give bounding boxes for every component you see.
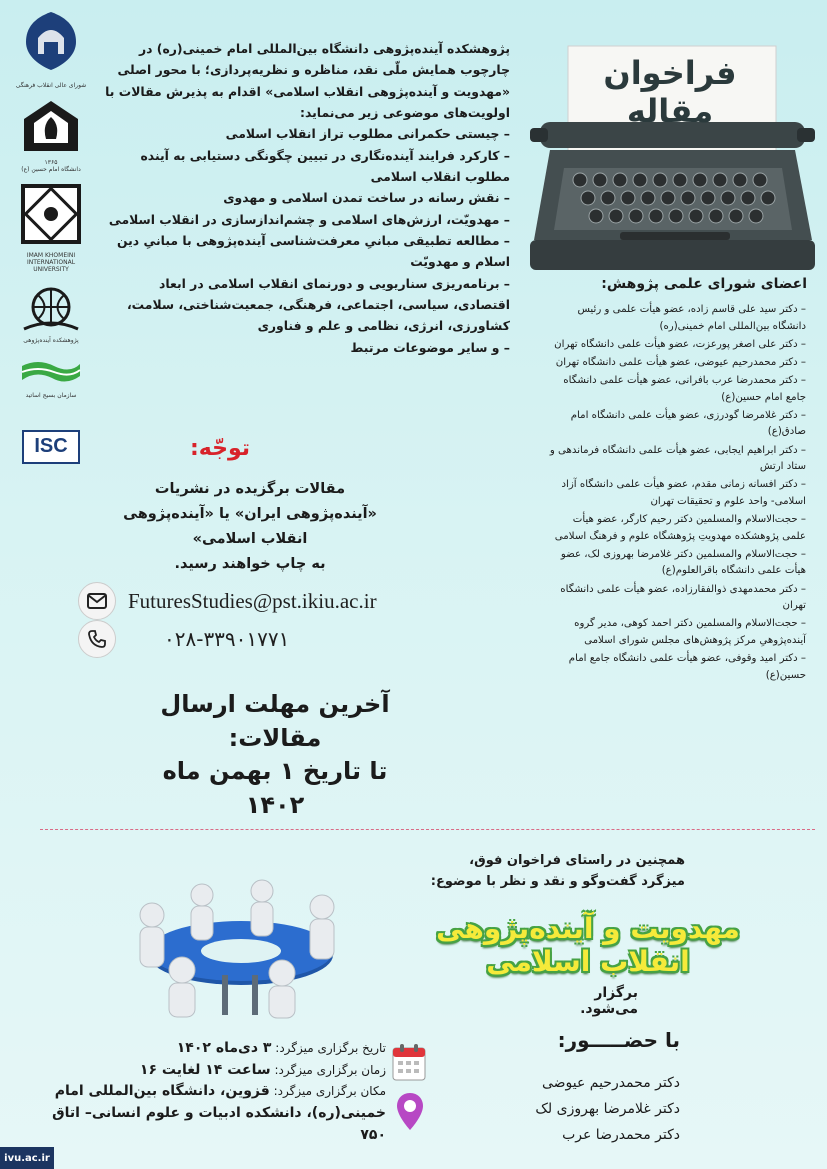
intro-paragraph: پژوهشکده آینده‌پژوهی دانشگاه بین‌المللی امام خمینی(ره) در چارچوب همایش ملّی نقد، مناظره و نظریه‌پردازی؛ با محور اصلی «مهدویت و آینده‌پژوهی انقلاب اسلامی» اقدام به پذیرش مقالات با اولویت‌های موضوعی زیر می‌نماید: <box>105 41 510 120</box>
time-label: زمان برگزاری میزگرد: <box>274 1062 386 1077</box>
intro-topic-3: – نقش رسانه در ساخت تمدن اسلامی و مهدوی <box>223 190 510 206</box>
council-member: – دکتر سید علی قاسم زاده، عضو هیأت علمی و رئیس دانشگاه بین‌المللی امام خمینی(ره) <box>577 304 806 332</box>
deadline-line2: تا تاریخ ۱ بهمن ماه ۱۴۰۲ <box>162 757 388 819</box>
place-row <box>40 1081 386 1146</box>
note-title: توجّه: <box>189 436 251 461</box>
logo3-caption: IMAM KHOMEINI INTERNATIONAL UNIVERSITY <box>26 251 76 273</box>
roundtable-meeting-illustration <box>112 855 370 1020</box>
roundtable-details <box>40 1038 386 1146</box>
council-member: – حجت‌الاسلام والمسلمین دکتر رحیم کارگر، عضو هیأت علمی پژوهشکده مهدویتِ پژوهشگاه علوم و فرهنگ اسلامی <box>554 514 806 542</box>
presence-title: با حضـــــور: <box>557 1028 680 1052</box>
note-line: «آینده‌پژوهی ایران» یا «آینده‌پژوهی انقلاب اسلامی» <box>123 505 377 547</box>
basij-professors-logo-icon <box>18 356 84 388</box>
roundtable-title: مهدویت و آینده‌پژوهی انقلاب اسلامی <box>436 912 740 978</box>
intro-topic-1: – چیستی حکمرانی مطلوب تراز انقلاب اسلامی <box>225 126 510 142</box>
intro-text <box>98 38 510 358</box>
presenter: دکتر محمدرضا عرب <box>562 1126 680 1143</box>
phone-row <box>78 620 289 658</box>
date-label: تاریخ برگزاری میزگرد: <box>275 1041 386 1055</box>
call-for-papers-title: فراخوان مقاله <box>603 54 737 130</box>
isc-logo <box>22 430 80 464</box>
cultural-council-logo-icon <box>18 8 84 80</box>
roundtable-intro <box>430 851 685 893</box>
calendar-icon <box>392 1043 426 1081</box>
intro-topic-4: – مهدویّت، ارزش‌های اسلامی و چشم‌اندازسازی در انقلاب اسلامی <box>108 211 510 227</box>
isc-label: ISC <box>34 435 68 457</box>
intro-topic-5: – مطالعه تطبیقی مبانیِ معرفت‌شناسی آینده‌پژوهی با مبانیِ دین اسلام و مهدویّت <box>117 232 510 270</box>
phone-icon <box>78 620 116 658</box>
council-member: – دکتر محمدمهدی ذوالفقارزاده، عضو هیأت علمی دانشگاه تهران <box>560 583 806 612</box>
contact-phone[interactable]: ۰۲۸-۳۳۹۰۱۷۷۱ <box>164 627 290 651</box>
note-line: مقالات برگزیده در نشریات <box>154 481 346 497</box>
logo4-caption: پژوهشکده آینده‌پژوهی <box>23 337 79 345</box>
contact-email[interactable]: FuturesStudies@pst.ikiu.ac.ir <box>128 588 377 613</box>
council-member: – دکتر غلامرضا گودرزی، عضو هیأت علمی دانشگاه امام صادق(ع) <box>570 409 806 438</box>
council-member: – دکتر محمدرحیم عیوضی، عضو هیأت علمی دانشگاه تهران <box>555 356 806 368</box>
roundtable-intro-line1: همچنین در راستای فراخوان فوق، <box>469 853 685 868</box>
logo1-caption: شورای عالی انقلاب فرهنگی <box>15 82 87 89</box>
logos-column <box>12 8 90 464</box>
council-member: – دکتر امید وقوفی، عضو هیأت علمی دانشگاه جامع امام حسین(ع) <box>568 653 806 681</box>
footer-badge: ivu.ac.ir <box>0 1147 54 1169</box>
council-member: – دکتر افسانه زمانی مقدم، عضو هیأت علمی دانشگاه آزاد اسلامی- واحد علوم و تحقیقات تهران <box>561 479 806 507</box>
futures-institute-logo-icon <box>18 285 84 335</box>
council-title: اعضای شورای علمی پژوهش: <box>601 276 807 292</box>
roundtable-held: برگزار می‌شود. <box>580 985 638 1017</box>
presenters-list <box>470 1071 680 1149</box>
note-line: به چاپ خواهند رسید. <box>174 555 326 572</box>
location-pin-icon <box>396 1092 424 1132</box>
section-divider <box>40 829 815 830</box>
deadline-line1: آخرین مهلت ارسال مقالات: <box>160 690 390 752</box>
presenter: دکتر غلامرضا بهروزی لک <box>535 1100 680 1117</box>
time-value: ساعت ۱۴ لغایت ۱۶ <box>139 1061 271 1078</box>
council-member: – دکتر محمدرضا عرب بافرانی، عضو هیأت علمی دانشگاه جامع امام حسین(ع) <box>563 375 806 403</box>
council-member: – دکتر علی اصغر پورعزت، عضو هیأت علمی دانشگاه تهران <box>554 338 806 350</box>
intro-topic-6: – برنامه‌ریزی سناریویی و دورنمای انقلاب اسلامی در ابعاد اقتصادی، سیاسی، اجتماعی، فرهنگی، جمعیت‌شناختی، سلامت، کشاورزی، انرژی، نظامی و علم و فناوری <box>126 275 510 334</box>
envelope-icon <box>78 582 116 620</box>
date-row <box>40 1038 386 1060</box>
ikiu-logo-icon <box>18 184 84 254</box>
typewriter-illustration <box>530 40 815 275</box>
intro-topic-2: – کارکرد فرایند آینده‌نگاری در تبیین چگونگی دستیابی به آینده مطلوب انقلاب اسلامی <box>140 147 510 184</box>
council-member: – حجت‌الاسلام والمسلمین دکتر احمد کوهی، مدیر گروه آینده‌پژوهیِ مرکز پژوهش‌های مجلس شورای اسلامی <box>574 618 806 646</box>
imam-hossein-university-logo-icon <box>18 99 84 159</box>
date-value: ۳ دی‌ماه ۱۴۰۲ <box>176 1040 272 1056</box>
time-row <box>40 1060 386 1082</box>
place-value: قزوین، دانشگاه بین‌المللی امام خمینی(ره)، دانشکده ادبیات و علوم انسانی– اتاق ۷۵۰ <box>52 1083 386 1143</box>
council-member: – حجت‌الاسلام والمسلمین دکتر غلامرضا بهروزی لک، عضو هیأت علمی دانشگاه باقرالعلوم(ع) <box>560 548 806 577</box>
intro-topic-7: – و سایر موضوعات مرتبط <box>350 339 510 355</box>
deadline <box>130 688 420 822</box>
logo2-caption: دانشگاه امام حسین (ع) <box>21 166 81 174</box>
presenter: دکتر محمدرحیم عیوضی <box>541 1075 680 1091</box>
email-row <box>78 582 377 620</box>
council-member: – دکتر ابراهیم ایجابی، عضو هیأت علمی دانشگاه فرماندهی و ستاد ارتش <box>549 444 806 473</box>
note-text <box>100 477 400 577</box>
logo2-year: ۱۳۶۵ <box>44 159 58 167</box>
council-list <box>548 302 806 686</box>
place-label: مکان برگزاری میزگرد: <box>273 1084 386 1099</box>
logo5-caption: سازمان بسیج اساتید <box>25 392 77 400</box>
roundtable-intro-line2: میزگرد گفت‌وگو و نقد و نظر با موضوع: <box>430 873 685 889</box>
